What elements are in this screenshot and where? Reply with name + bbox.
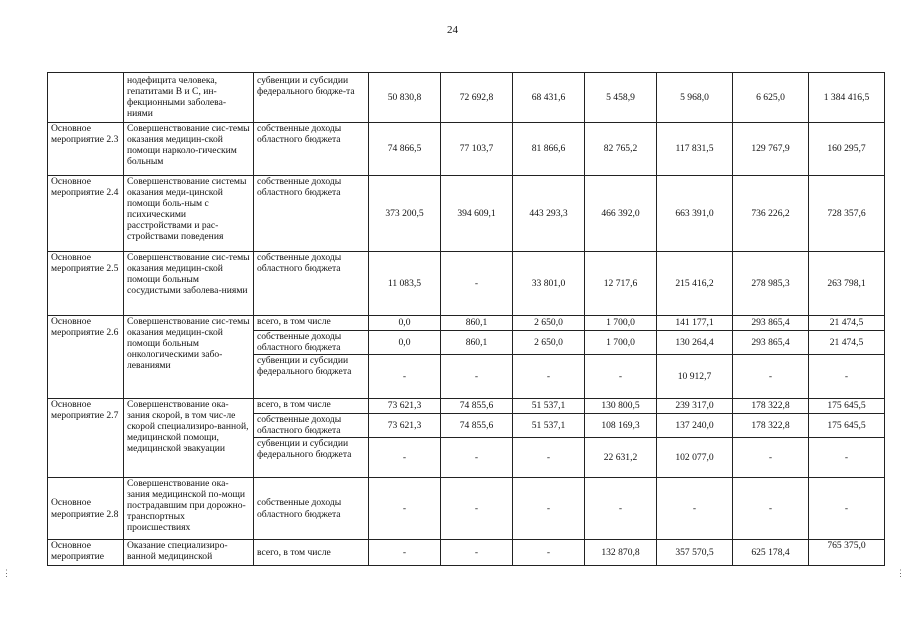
value-cell: 6 625,0 xyxy=(733,73,809,123)
funding-source-cell: собственные доходы областного бюджета xyxy=(254,414,369,438)
value-cell: 141 177,1 xyxy=(657,316,733,331)
funding-source-cell: собственные доходы областного бюджета xyxy=(254,252,369,316)
funding-source-cell: всего, в том числе xyxy=(254,399,369,414)
table-row xyxy=(48,252,885,316)
value-cell: 175 645,5 xyxy=(809,399,885,414)
value-cell: 860,1 xyxy=(441,331,513,355)
event-cell: Основное мероприятие 2.3 xyxy=(48,123,124,176)
value-cell: - xyxy=(809,438,885,478)
value-cell: 77 103,7 xyxy=(441,123,513,176)
funding-source-cell: субвенции и субсидии федерального бюдже-та xyxy=(254,73,369,123)
value-cell: 22 631,2 xyxy=(585,438,657,478)
value-cell: - xyxy=(585,355,657,399)
value-cell: 51 537,1 xyxy=(513,414,585,438)
event-name-cell: Совершенствование сис-темы оказания медицин-ской помощи нарколо-гическим больным xyxy=(124,123,254,176)
value-cell: - xyxy=(369,438,441,478)
value-cell: 5 458,9 xyxy=(585,73,657,123)
funding-source-cell: собственные доходы областного бюджета xyxy=(254,331,369,355)
value-cell: 1 700,0 xyxy=(585,316,657,331)
value-cell: 765 375,0 xyxy=(809,540,885,566)
table-row xyxy=(48,399,885,414)
value-cell: 1 700,0 xyxy=(585,331,657,355)
event-name-cell: нодефицита человека, гепатитами В и С, ин-фекционными заболева-ниями xyxy=(124,73,254,123)
event-cell xyxy=(48,73,124,123)
value-cell: 74 855,6 xyxy=(441,414,513,438)
value-cell: 102 077,0 xyxy=(657,438,733,478)
value-cell: 2 650,0 xyxy=(513,316,585,331)
value-cell: 68 431,6 xyxy=(513,73,585,123)
event-cell: Основное мероприятие 2.7 xyxy=(48,399,124,478)
event-cell: Основное мероприятие xyxy=(48,540,124,566)
value-cell: - xyxy=(441,478,513,540)
table-row xyxy=(48,478,885,540)
value-cell: 215 416,2 xyxy=(657,252,733,316)
value-cell: 72 692,8 xyxy=(441,73,513,123)
scan-edge-mark: ⋮ xyxy=(2,568,11,578)
value-cell: 73 621,3 xyxy=(369,414,441,438)
value-cell: - xyxy=(369,478,441,540)
value-cell: - xyxy=(513,355,585,399)
value-cell: - xyxy=(733,438,809,478)
funding-source-cell: субвенции и субсидии федерального бюджета xyxy=(254,355,369,399)
value-cell: 625 178,4 xyxy=(733,540,809,566)
value-cell: - xyxy=(441,438,513,478)
value-cell: - xyxy=(657,478,733,540)
event-cell: Основное мероприятие 2.8 xyxy=(48,478,124,540)
funding-source-cell: субвенции и субсидии федерального бюджета xyxy=(254,438,369,478)
value-cell: 5 968,0 xyxy=(657,73,733,123)
value-cell: 160 295,7 xyxy=(809,123,885,176)
scan-edge-mark: ⋮ xyxy=(896,568,905,578)
value-cell: 51 537,1 xyxy=(513,399,585,414)
event-name-cell: Совершенствование сис-темы оказания медицин-ской помощи больным сосудистыми заболева-ниями xyxy=(124,252,254,316)
value-cell: 130 800,5 xyxy=(585,399,657,414)
value-cell: 129 767,9 xyxy=(733,123,809,176)
value-cell: 132 870,8 xyxy=(585,540,657,566)
table-row xyxy=(48,123,885,176)
value-cell: - xyxy=(585,478,657,540)
value-cell: - xyxy=(441,252,513,316)
value-cell: - xyxy=(513,438,585,478)
value-cell: 736 226,2 xyxy=(733,176,809,252)
event-name-cell: Совершенствование системы оказания меди-цинской помощи боль-ным с психическими расстройствами и рас-стройствами поведения xyxy=(124,176,254,252)
value-cell: 11 083,5 xyxy=(369,252,441,316)
value-cell: 33 801,0 xyxy=(513,252,585,316)
event-name-cell: Совершенствование сис-темы оказания медицин-ской помощи больным онкологическими забо-леваниями xyxy=(124,316,254,399)
value-cell: 357 570,5 xyxy=(657,540,733,566)
value-cell: - xyxy=(441,355,513,399)
table-row xyxy=(48,176,885,252)
event-cell: Основное мероприятие 2.6 xyxy=(48,316,124,399)
value-cell: 74 866,5 xyxy=(369,123,441,176)
value-cell: 2 650,0 xyxy=(513,331,585,355)
event-name-cell: Совершенствование ока-зания медицинской по-мощи пострадавшим при дорожно-транспортных происшествиях xyxy=(124,478,254,540)
value-cell: 21 474,5 xyxy=(809,331,885,355)
value-cell: 293 865,4 xyxy=(733,316,809,331)
value-cell: - xyxy=(441,540,513,566)
value-cell: 73 621,3 xyxy=(369,399,441,414)
value-cell: - xyxy=(809,478,885,540)
value-cell: 117 831,5 xyxy=(657,123,733,176)
value-cell: 81 866,6 xyxy=(513,123,585,176)
funding-source-cell: всего, в том числе xyxy=(254,316,369,331)
event-name-cell: Совершенствование ока-зания скорой, в том чис-ле скорой специализиро-ванной, медицинской помощи, медицинской эвакуации xyxy=(124,399,254,478)
funding-source-cell: всего, в том числе xyxy=(254,540,369,566)
value-cell: 293 865,4 xyxy=(733,331,809,355)
value-cell: 10 912,7 xyxy=(657,355,733,399)
table-row xyxy=(48,316,885,331)
value-cell: 21 474,5 xyxy=(809,316,885,331)
value-cell: 373 200,5 xyxy=(369,176,441,252)
value-cell: - xyxy=(513,478,585,540)
value-cell: 663 391,0 xyxy=(657,176,733,252)
value-cell: 130 264,4 xyxy=(657,331,733,355)
funding-source-cell: собственные доходы областного бюджета xyxy=(254,123,369,176)
value-cell: 0,0 xyxy=(369,331,441,355)
value-cell: 108 169,3 xyxy=(585,414,657,438)
value-cell: 263 798,1 xyxy=(809,252,885,316)
value-cell: - xyxy=(513,540,585,566)
value-cell: 74 855,6 xyxy=(441,399,513,414)
budget-table xyxy=(47,72,885,566)
event-cell: Основное мероприятие 2.4 xyxy=(48,176,124,252)
value-cell: - xyxy=(369,540,441,566)
value-cell: 137 240,0 xyxy=(657,414,733,438)
value-cell: 175 645,5 xyxy=(809,414,885,438)
value-cell: 466 392,0 xyxy=(585,176,657,252)
table-row xyxy=(48,540,885,566)
page-number: 24 xyxy=(447,24,458,36)
value-cell: - xyxy=(733,478,809,540)
value-cell: 82 765,2 xyxy=(585,123,657,176)
value-cell: 728 357,6 xyxy=(809,176,885,252)
value-cell: 12 717,6 xyxy=(585,252,657,316)
value-cell: 178 322,8 xyxy=(733,399,809,414)
event-name-cell: Оказание специализиро-ванной медицинской xyxy=(124,540,254,566)
value-cell: 178 322,8 xyxy=(733,414,809,438)
funding-source-cell: собственные доходы областного бюджета xyxy=(254,176,369,252)
value-cell: 0,0 xyxy=(369,316,441,331)
value-cell: 860,1 xyxy=(441,316,513,331)
funding-source-cell: собственные доходы областного бюджета xyxy=(254,478,369,540)
value-cell: - xyxy=(369,355,441,399)
value-cell: 394 609,1 xyxy=(441,176,513,252)
value-cell: 50 830,8 xyxy=(369,73,441,123)
value-cell: - xyxy=(809,355,885,399)
value-cell: 239 317,0 xyxy=(657,399,733,414)
value-cell: 443 293,3 xyxy=(513,176,585,252)
value-cell: - xyxy=(733,355,809,399)
table-row xyxy=(48,73,885,123)
value-cell: 278 985,3 xyxy=(733,252,809,316)
value-cell: 1 384 416,5 xyxy=(809,73,885,123)
event-cell: Основное мероприятие 2.5 xyxy=(48,252,124,316)
